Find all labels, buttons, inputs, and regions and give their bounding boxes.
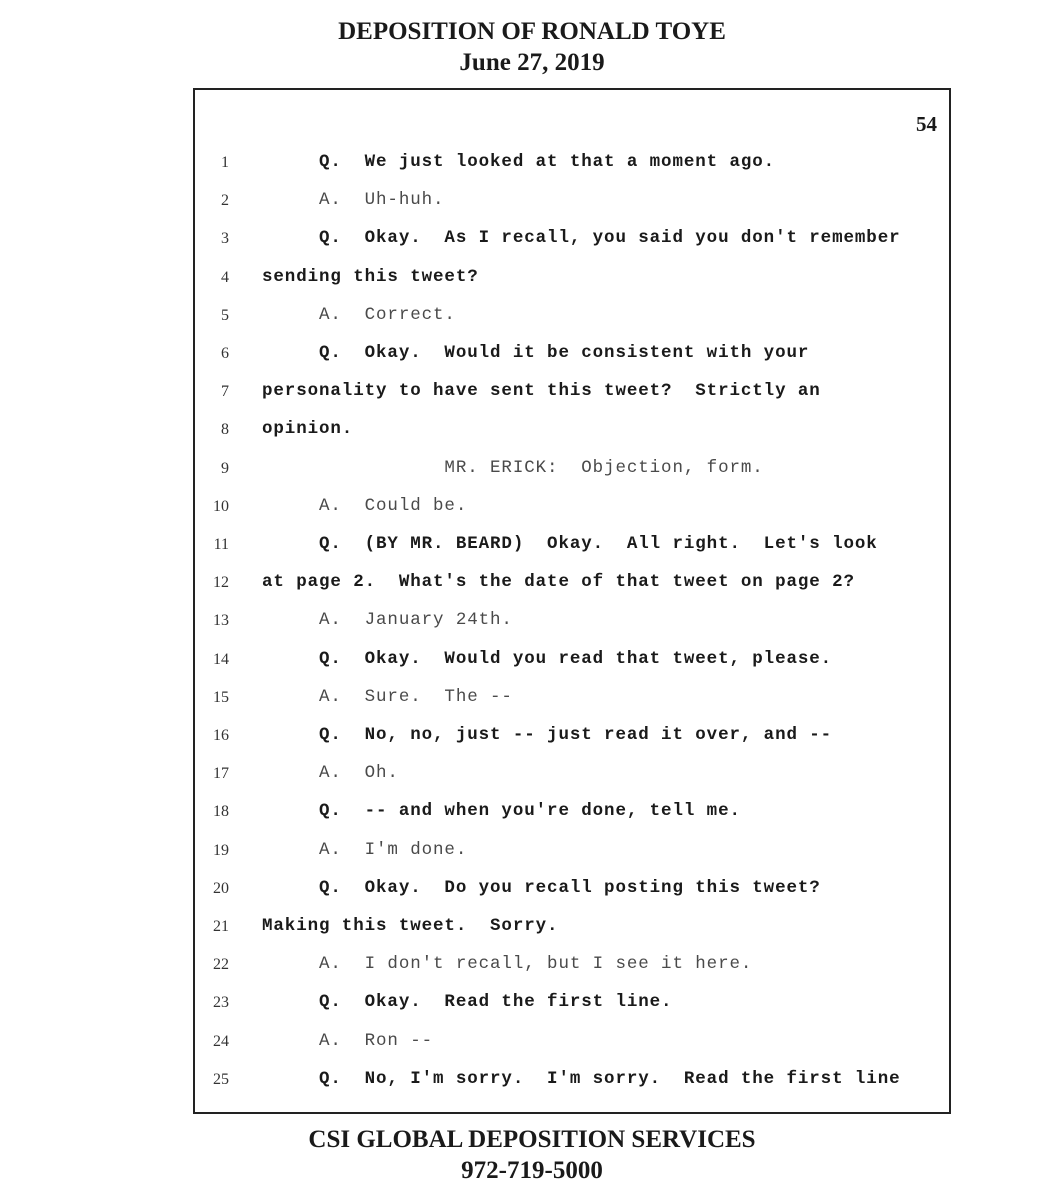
document-header (0, 16, 1064, 78)
transcript-line (195, 872, 949, 910)
transcript-line (195, 413, 949, 451)
transcript-line (195, 452, 949, 490)
line-text: Q. No, no, just -- just read it over, and -- (262, 725, 833, 745)
line-number: 21 (213, 918, 229, 935)
line-text: Making this tweet. Sorry. (262, 916, 559, 936)
transcript-line (195, 184, 949, 222)
transcript-line (195, 261, 949, 299)
line-text: A. January 24th. (262, 610, 513, 631)
line-text: Q. Okay. Read the first line. (262, 992, 673, 1013)
line-text: Q. Okay. Would it be consistent with your (262, 343, 810, 363)
line-text: A. Oh. (262, 763, 399, 784)
line-text: at page 2. What's the date of that tweet on page 2? (262, 572, 855, 593)
transcript-line (195, 375, 949, 413)
line-number: 17 (213, 765, 229, 783)
line-text: A. Ron -- (262, 1030, 434, 1051)
line-text: Q. (BY MR. BEARD) Okay. All right. Let's look (262, 534, 878, 554)
line-text: A. Uh-huh. (262, 190, 445, 211)
transcript-line (195, 299, 949, 337)
line-text: A. Correct. (262, 304, 456, 325)
line-number: 4 (221, 268, 229, 286)
line-number: 25 (213, 1070, 229, 1088)
line-number: 14 (213, 650, 229, 668)
line-text: opinion. (262, 419, 354, 440)
transcript-line (195, 528, 949, 566)
line-number: 24 (213, 1032, 229, 1050)
transcript-line (195, 146, 949, 184)
transcript-line (195, 604, 949, 642)
line-text: Q. Okay. As I recall, you said you don't remember (262, 228, 901, 249)
line-number: 20 (213, 879, 229, 897)
transcript-line (195, 1063, 949, 1101)
line-number: 7 (221, 383, 229, 401)
line-number: 22 (213, 956, 229, 974)
line-number: 5 (221, 306, 229, 324)
line-number: 6 (221, 345, 229, 362)
line-number: 10 (213, 497, 229, 515)
line-number: 3 (221, 230, 229, 248)
line-text: A. I don't recall, but I see it here. (262, 954, 753, 975)
transcript-line (195, 757, 949, 795)
line-text: MR. ERICK: Objection, form. (262, 457, 764, 478)
transcript-line (195, 337, 949, 375)
transcript-line (195, 795, 949, 833)
line-text: sending this tweet? (262, 266, 479, 287)
line-number: 11 (213, 536, 229, 553)
line-text: Q. No, I'm sorry. I'm sorry. Read the first line (262, 1068, 901, 1089)
line-number: 8 (221, 421, 229, 439)
line-text: Q. Okay. Would you read that tweet, please. (262, 648, 833, 669)
transcript-page (193, 88, 951, 1114)
line-text: Q. -- and when you're done, tell me. (262, 801, 741, 822)
line-number: 12 (213, 574, 229, 592)
line-number: 9 (221, 459, 229, 477)
line-text: Q. We just looked at that a moment ago. (262, 152, 776, 172)
line-text: personality to have sent this tweet? Strictly an (262, 381, 821, 402)
transcript-line (195, 566, 949, 604)
transcript-line (195, 834, 949, 872)
transcript-line (195, 719, 949, 757)
line-text: Q. Okay. Do you recall posting this tweet? (262, 877, 821, 898)
transcript-line (195, 222, 949, 260)
line-number: 13 (213, 612, 229, 630)
line-number: 19 (213, 841, 229, 859)
transcript-line (195, 948, 949, 986)
footer-phone: 972-719-5000 (461, 1157, 603, 1184)
deposition-title: DEPOSITION OF RONALD TOYE (338, 18, 726, 45)
transcript-line (195, 490, 949, 528)
transcript-line (195, 681, 949, 719)
footer-company: CSI GLOBAL DEPOSITION SERVICES (308, 1126, 756, 1153)
line-text: A. Could be. (262, 495, 468, 516)
line-number: 18 (213, 803, 229, 821)
transcript-line (195, 1025, 949, 1063)
line-number: 2 (221, 192, 229, 210)
transcript-line (195, 986, 949, 1024)
line-number: 16 (213, 727, 229, 744)
page-number: 54 (916, 112, 937, 136)
line-number: 23 (213, 994, 229, 1012)
deposition-date: June 27, 2019 (459, 49, 605, 76)
document-footer (0, 1124, 1064, 1186)
line-text: A. I'm done. (262, 839, 468, 860)
transcript-line (195, 643, 949, 681)
transcript-line (195, 910, 949, 948)
line-text: A. Sure. The -- (262, 686, 513, 707)
line-number: 1 (221, 154, 229, 171)
line-number: 15 (213, 688, 229, 706)
